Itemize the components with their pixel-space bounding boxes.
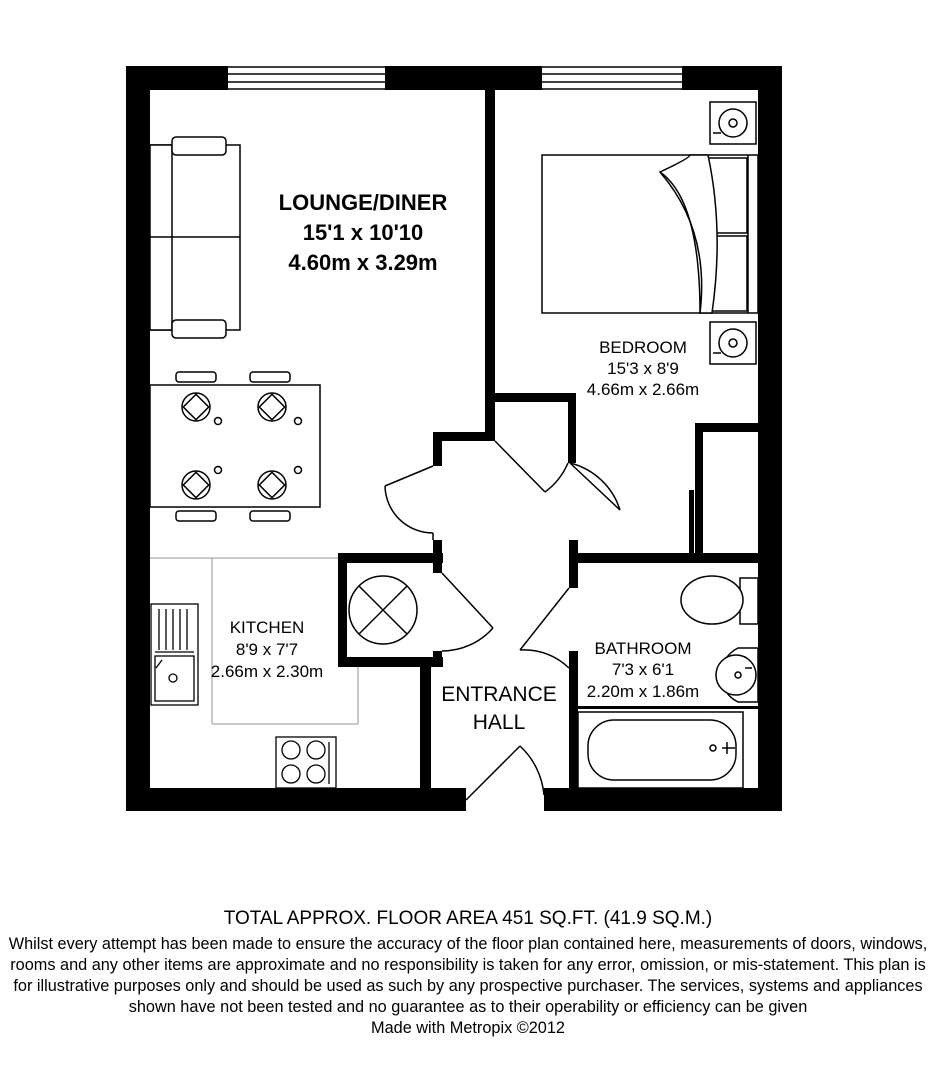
- bedroom-metric: 4.66m x 2.66m: [586, 380, 700, 399]
- cylinder: [349, 576, 417, 644]
- bed: [542, 155, 758, 313]
- lounge-metric: 4.60m x 3.29m: [288, 250, 438, 275]
- kitchen-imperial: 8'9 x 7'7: [235, 640, 299, 659]
- bathtub: [578, 712, 743, 788]
- hall-line2: HALL: [472, 711, 526, 734]
- kitchen-name: KITCHEN: [229, 618, 305, 637]
- window-lounge: [228, 66, 385, 90]
- label-bedroom: [587, 338, 699, 399]
- label-kitchen: [211, 618, 323, 681]
- dining-table: [150, 372, 320, 521]
- bathroom-metric: 2.20m x 1.86m: [586, 682, 700, 701]
- bathroom-imperial: 7'3 x 6'1: [611, 660, 675, 679]
- label-bathroom: [587, 639, 699, 701]
- basin: [716, 648, 758, 702]
- hall-line1: ENTRANCE: [441, 683, 557, 706]
- bathroom-name: BATHROOM: [594, 639, 692, 658]
- sofa: [150, 137, 240, 338]
- bedroom-name: BEDROOM: [599, 338, 687, 357]
- total-floor-area: TOTAL APPROX. FLOOR AREA 451 SQ.FT. (41.9 SQ.M.): [223, 908, 713, 929]
- bedroom-imperial: 15'3 x 8'9: [607, 359, 679, 378]
- label-entrance-hall: [441, 683, 557, 734]
- footer: [0, 906, 936, 1039]
- lounge-name: LOUNGE/DINER: [278, 190, 448, 215]
- window-bedroom: [542, 66, 682, 90]
- made-with-credit: Made with Metropix ©2012: [371, 1019, 565, 1037]
- toilet: [681, 576, 758, 624]
- label-lounge-diner: [279, 190, 448, 275]
- disclaimer-text: Whilst every attempt has been made to ensure the accuracy of the floor plan contained here, measurements of doors, windows, rooms and any other items are approximate and no responsibility is taken for any error, omission, or mis-statement. This plan is for illustrative purposes only and should be used as such by any prospective purchaser. The services, systems and appliances shown have not been tested and no guarantee as to their operability or efficiency can be given: [8, 935, 928, 1016]
- kitchen-sink: [151, 604, 198, 705]
- kitchen-metric: 2.66m x 2.30m: [210, 662, 324, 681]
- cooker: [276, 737, 336, 788]
- lounge-imperial: 15'1 x 10'10: [302, 220, 424, 245]
